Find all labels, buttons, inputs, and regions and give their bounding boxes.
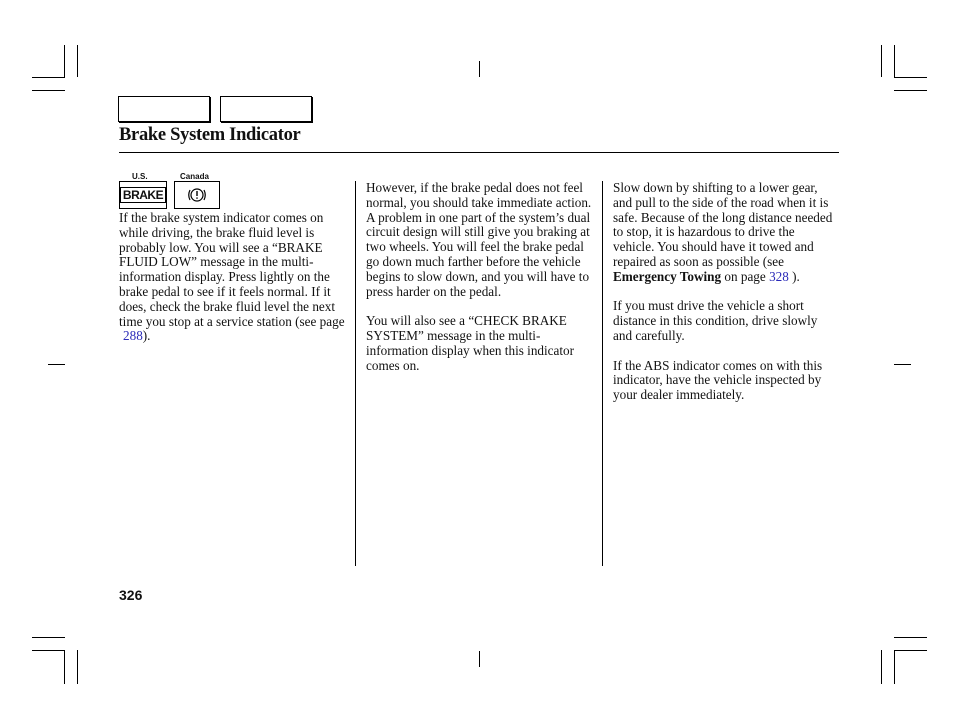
paragraph-text: Slow down by shifting to a lower gear, and pull to the side of the road when it is safe. Because of the long distance needed to stop, it is hazardous to drive the vehicle. You should have it towed and repaired as soon as possible (see: [613, 180, 833, 269]
crop-mark: [77, 650, 78, 684]
brake-indicator-us: [119, 181, 167, 209]
crop-mark: [479, 651, 480, 667]
emergency-towing-reference: Emergency Towing: [613, 268, 722, 284]
crop-mark: [881, 650, 882, 684]
page-title: Brake System Indicator: [119, 125, 301, 145]
column-divider: [602, 181, 603, 566]
crop-mark: [894, 77, 927, 78]
column-divider: [355, 181, 356, 566]
crop-mark: [894, 45, 895, 77]
paragraph: [119, 211, 351, 344]
crop-mark: [881, 45, 882, 77]
paragraph: However, if the brake pedal does not feel normal, you should take immediate action. A problem in one part of the system’s dual circuit design will still give you braking at two wheels. You will feel the brake pedal go down much farther before the vehicle begins to slow down, and you will have to press harder on the pedal.: [366, 180, 592, 299]
paragraph-text: If the brake system indicator comes on while driving, the brake fluid level is probably low. You will see a “BRAKE FLUID LOW” message in the multi-information display. Press lightly on the brake pedal to see if it feels normal. If it does, check the brake fluid level the next time you stop at a service station (see page: [119, 210, 345, 329]
crop-mark: [32, 650, 65, 651]
column-2: [366, 181, 596, 388]
crop-mark: [32, 90, 65, 91]
crop-mark: [894, 650, 927, 651]
paragraph: If you must drive the vehicle a short distance in this condition, drive slowly and carefully.: [613, 298, 818, 343]
column-3: [613, 181, 839, 418]
header-tab-box: [220, 96, 312, 122]
brake-warning-circle-icon: [187, 187, 207, 203]
page-link-328[interactable]: 328: [769, 268, 789, 284]
crop-mark: [894, 637, 927, 638]
page-link-288[interactable]: 288: [123, 328, 143, 344]
canada-label: Canada: [180, 172, 209, 181]
crop-mark: [894, 650, 895, 684]
crop-mark: [479, 61, 480, 77]
crop-mark: [32, 637, 65, 638]
crop-mark: [48, 364, 65, 365]
paragraph: [613, 181, 839, 285]
paragraph-end: ).: [792, 268, 800, 284]
title-rule: [119, 152, 839, 153]
paragraph: If the ABS indicator comes on with this indicator, have the vehicle inspected by your dealer immediately.: [613, 357, 823, 403]
crop-mark: [64, 650, 65, 684]
column-1: [119, 211, 351, 359]
brake-indicator-canada: [174, 181, 220, 209]
crop-mark: [64, 45, 65, 77]
page-number: 326: [119, 587, 143, 603]
crop-mark: [894, 364, 911, 365]
header-tab-box: [118, 96, 210, 122]
crop-mark: [894, 90, 927, 91]
paragraph: You will also see a “CHECK BRAKE SYSTEM” message in the multi-information display when this indicator comes on.: [366, 313, 575, 373]
brake-text-icon: BRAKE: [120, 187, 166, 203]
crop-mark: [32, 77, 65, 78]
paragraph-text: on page: [724, 268, 766, 284]
paragraph-end: ).: [142, 328, 151, 344]
crop-mark: [77, 45, 78, 77]
us-label: U.S.: [132, 172, 148, 181]
